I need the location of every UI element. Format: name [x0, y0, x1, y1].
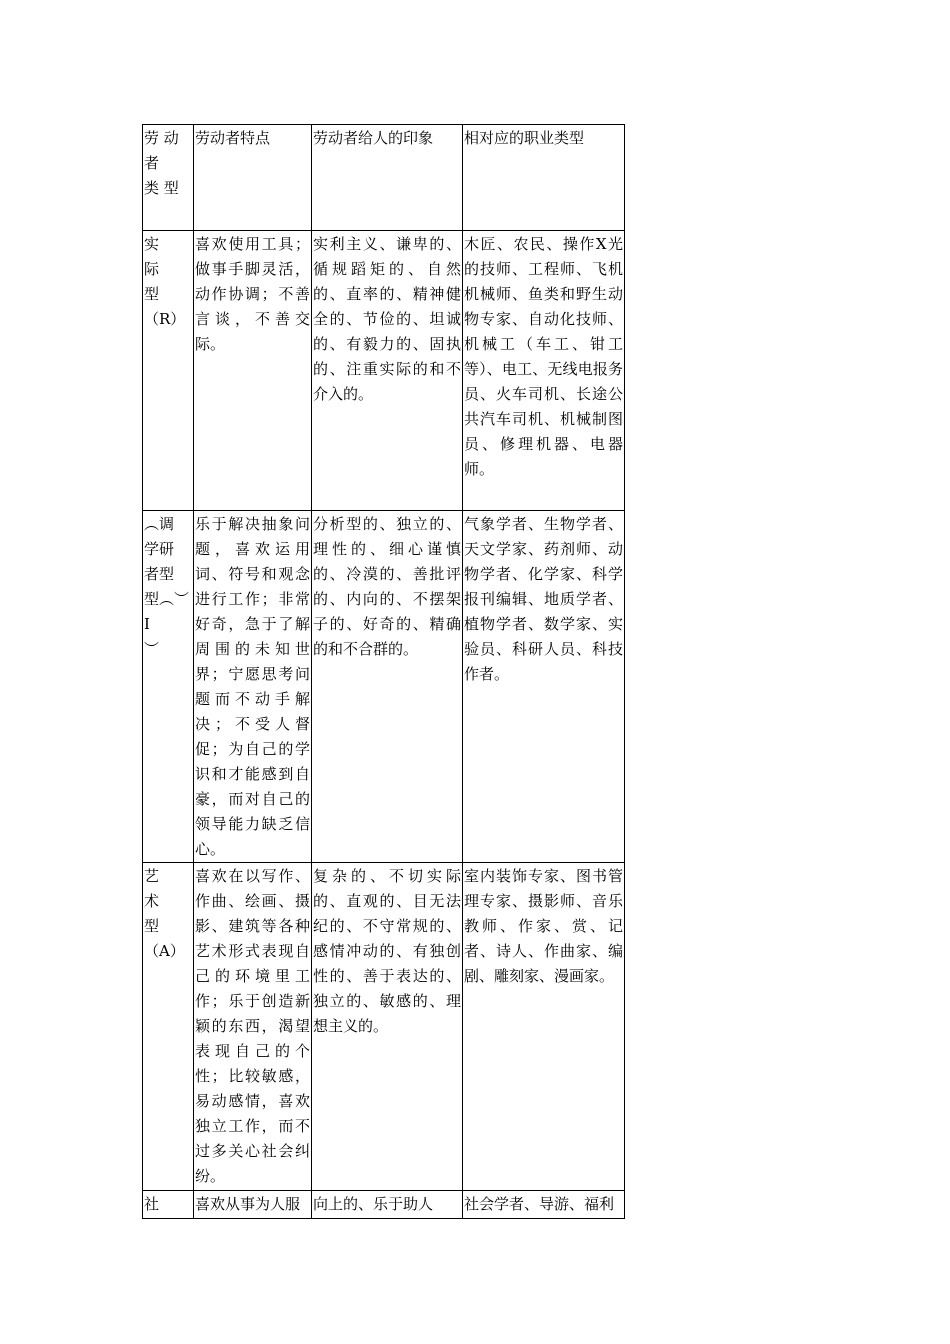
career-type-table	[142, 124, 625, 1219]
traits-cell: 喜欢使用工具；做事手脚灵活，动作协调；不善言谈，不善交际。	[194, 231, 312, 511]
impression-cell: 分析型的、独立的、理性的、细心谨慎的、冷漠的、善批评的、内向的、不摆架子的、好奇的、精确的和不合群的。	[312, 511, 463, 863]
type-cell: 社	[143, 1191, 194, 1219]
careers-cell: 室内装饰专家、图书管理专家、摄影师、音乐教师、作家、赏、记者、诗人、作曲家、编剧、雕刻家、漫画家。	[463, 863, 625, 1191]
impression-cell: 实利主义、谦卑的、循规蹈矩的、自然的、直率的、精神健全的、节俭的、坦诚的、有毅力的、固执的、注重实际的和不介入的。	[312, 231, 463, 511]
header-worker-type: 劳 动 者 类 型	[143, 125, 194, 231]
type-cell: ︵调 学研 者型 型︵︶ I ︶	[143, 511, 194, 863]
traits-cell: 喜欢在以写作、作曲、绘画、摄影、建筑等各种艺术形式表现自己的环境里工作；乐于创造新颖的东西，渴望表现自己的个性；比较敏感，易动感情，喜欢独立工作，而不过多关心社会纠纷。	[194, 863, 312, 1191]
impression-cell: 向上的、乐于助人	[312, 1191, 463, 1219]
table-header-row	[143, 125, 625, 231]
table-row-social	[143, 1191, 625, 1219]
careers-cell: 气象学者、生物学者、天文学家、药剂师、动物学者、化学家、科学报刊编辑、地质学者、植物学者、数学家、实验员、科研人员、科技作者。	[463, 511, 625, 863]
careers-cell: 木匠、农民、操作X光的技师、工程师、飞机机械师、鱼类和野生动物专家、自动化技师、机械工（车工、钳工等）、电工、无线电报务员、火车司机、长途公共汽车司机、机械制图员、修理机器、电器师。	[463, 231, 625, 511]
careers-cell: 社会学者、导游、福利	[463, 1191, 625, 1219]
table-row-artistic	[143, 863, 625, 1191]
type-cell: 艺 术 型 （A）	[143, 863, 194, 1191]
impression-cell: 复杂的、不切实际的、直观的、目无法纪的、不守常规的、感情冲动的、有独创性的、善于表达的、独立的、敏感的、理想主义的。	[312, 863, 463, 1191]
table-row-realistic	[143, 231, 625, 511]
table-row-investigative	[143, 511, 625, 863]
type-cell: 实 际 型 （R）	[143, 231, 194, 511]
traits-cell: 乐于解决抽象问题，喜欢运用词、符号和观念进行工作；非常好奇，急于了解周围的未知世界；宁愿思考问题而不动手解决；不受人督促；为自己的学识和才能感到自豪，而对自己的领导能力缺乏信心。	[194, 511, 312, 863]
header-careers: 相对应的职业类型	[463, 125, 625, 231]
header-traits: 劳动者特点	[194, 125, 312, 231]
traits-cell: 喜欢从事为人服	[194, 1191, 312, 1219]
header-impression: 劳动者给人的印象	[312, 125, 463, 231]
